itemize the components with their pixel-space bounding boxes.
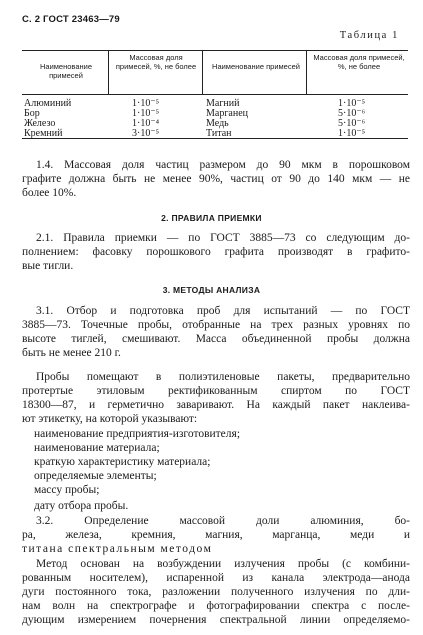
text-line: дующим измерением почернения спектральной линии определяемо- [22, 614, 410, 627]
table-top-rule [22, 50, 408, 51]
table-cell: 1·10⁻⁴ [132, 118, 160, 129]
table-cell: Медь [206, 118, 229, 129]
table-cell: 1·10⁻⁵ [132, 98, 160, 109]
text-line: высоте тиглей, смешивают. Масса объединенной пробы должна [22, 333, 410, 346]
table-cell: Бор [24, 108, 40, 119]
table-cell: 5·10⁻⁶ [338, 108, 366, 119]
text-line: нам волн на спектрографе и фотографировании спектра с после- [22, 600, 410, 613]
paragraph-3-1 [22, 304, 410, 360]
text-line: более 10%. [22, 187, 77, 200]
text-line: рованным носителем), испаренной из канала электрода—анода [22, 572, 410, 585]
table-cell: Кремний [24, 128, 63, 139]
list-item: дату отбора пробы. [34, 500, 129, 512]
table-cell: Алюминий [24, 98, 72, 109]
text-line: Пробы помещают в полиэтиленовые пакеты, предварительно [36, 371, 410, 383]
table-divider [202, 50, 203, 94]
table-cell: Магний [206, 98, 240, 109]
table-cell: Титан [206, 128, 232, 139]
list-item: массу пробы; [34, 484, 100, 496]
paragraph-method [22, 557, 410, 627]
text-line: дуги постоянного тока, разложении полученного излучения по дли- [22, 586, 410, 599]
column-header: Наименование примесей [212, 62, 300, 71]
text-line: 3.1. Отбор и подготовка проб для испытаний — по ГОСТ [36, 305, 410, 317]
list-item: определяемые элементы; [34, 470, 157, 482]
table-cell: Марганец [206, 108, 249, 119]
text-line: 2.1. Правила приемки — по ГОСТ 3885—73 со следующим до- [36, 232, 410, 244]
table-divider [306, 50, 307, 94]
column-header: Массовая доля примесей, %, не более [115, 53, 197, 71]
text-line: 3.2. Определение массовой доли алюминия, бо- [36, 515, 410, 527]
text-line: Метод основан на возбуждении излучения пробы (с комбини- [36, 558, 410, 570]
text-line: графите должна быть не менее 90%, частиц от 90 до 140 мкм — не [22, 173, 410, 186]
column-header: Наименование примесей [40, 62, 92, 80]
table-cell: 1·10⁻⁵ [338, 128, 366, 139]
table-cell: 3·10⁻⁵ [132, 128, 160, 139]
paragraph-3-1b [22, 370, 410, 426]
text-line: протертые этиловым ректификованным спиртом по ГОСТ [22, 385, 410, 398]
text-line: вые тигли. [22, 260, 74, 273]
text-line: ра, железа, кремния, магния, марганца, меди и [22, 529, 410, 542]
text-line: полнением: фасовку порошкового графита производят в графито- [22, 246, 410, 259]
text-line: быть не менее 210 г. [22, 347, 121, 360]
text-line: 1.4. Массовая доля частиц размером до 90 мкм в порошковом [36, 159, 410, 171]
table-divider [108, 50, 109, 94]
list-item: краткую характеристику материала; [34, 456, 211, 468]
paragraph-2-1 [22, 231, 410, 273]
paragraph-3-2 [22, 514, 410, 556]
table-cell: 1·10⁻⁵ [132, 108, 160, 119]
text-line: 18300—87, и герметично заваривают. На каждый пакет наклеива- [22, 399, 410, 412]
list-item: наименование предприятия-изготовителя; [34, 428, 241, 440]
impurities-table [22, 50, 408, 138]
table-cell: 5·10⁻⁶ [338, 118, 366, 129]
table-header-rule [22, 94, 408, 95]
page-header: С. 2 ГОСТ 23463—79 [22, 14, 120, 25]
section-title: 2. ПРАВИЛА ПРИЕМКИ [161, 213, 262, 223]
table-label: Таблица 1 [339, 30, 399, 41]
section-title: 3. МЕТОДЫ АНАЛИЗА [162, 285, 261, 295]
text-line: титана спектральным методом [22, 543, 213, 556]
column-header: Массовая доля примесей, %, не более [313, 53, 405, 71]
table-cell: 1·10⁻⁵ [338, 98, 366, 109]
text-line: 3885—73. Точечные пробы, отобранные на трех разных уровнях по [22, 319, 410, 332]
text-line: ют этикетку, на которой указывают: [22, 413, 198, 426]
list-item: наименование материала; [34, 442, 160, 454]
paragraph-1-4 [22, 158, 410, 200]
table-cell: Железо [24, 118, 56, 129]
